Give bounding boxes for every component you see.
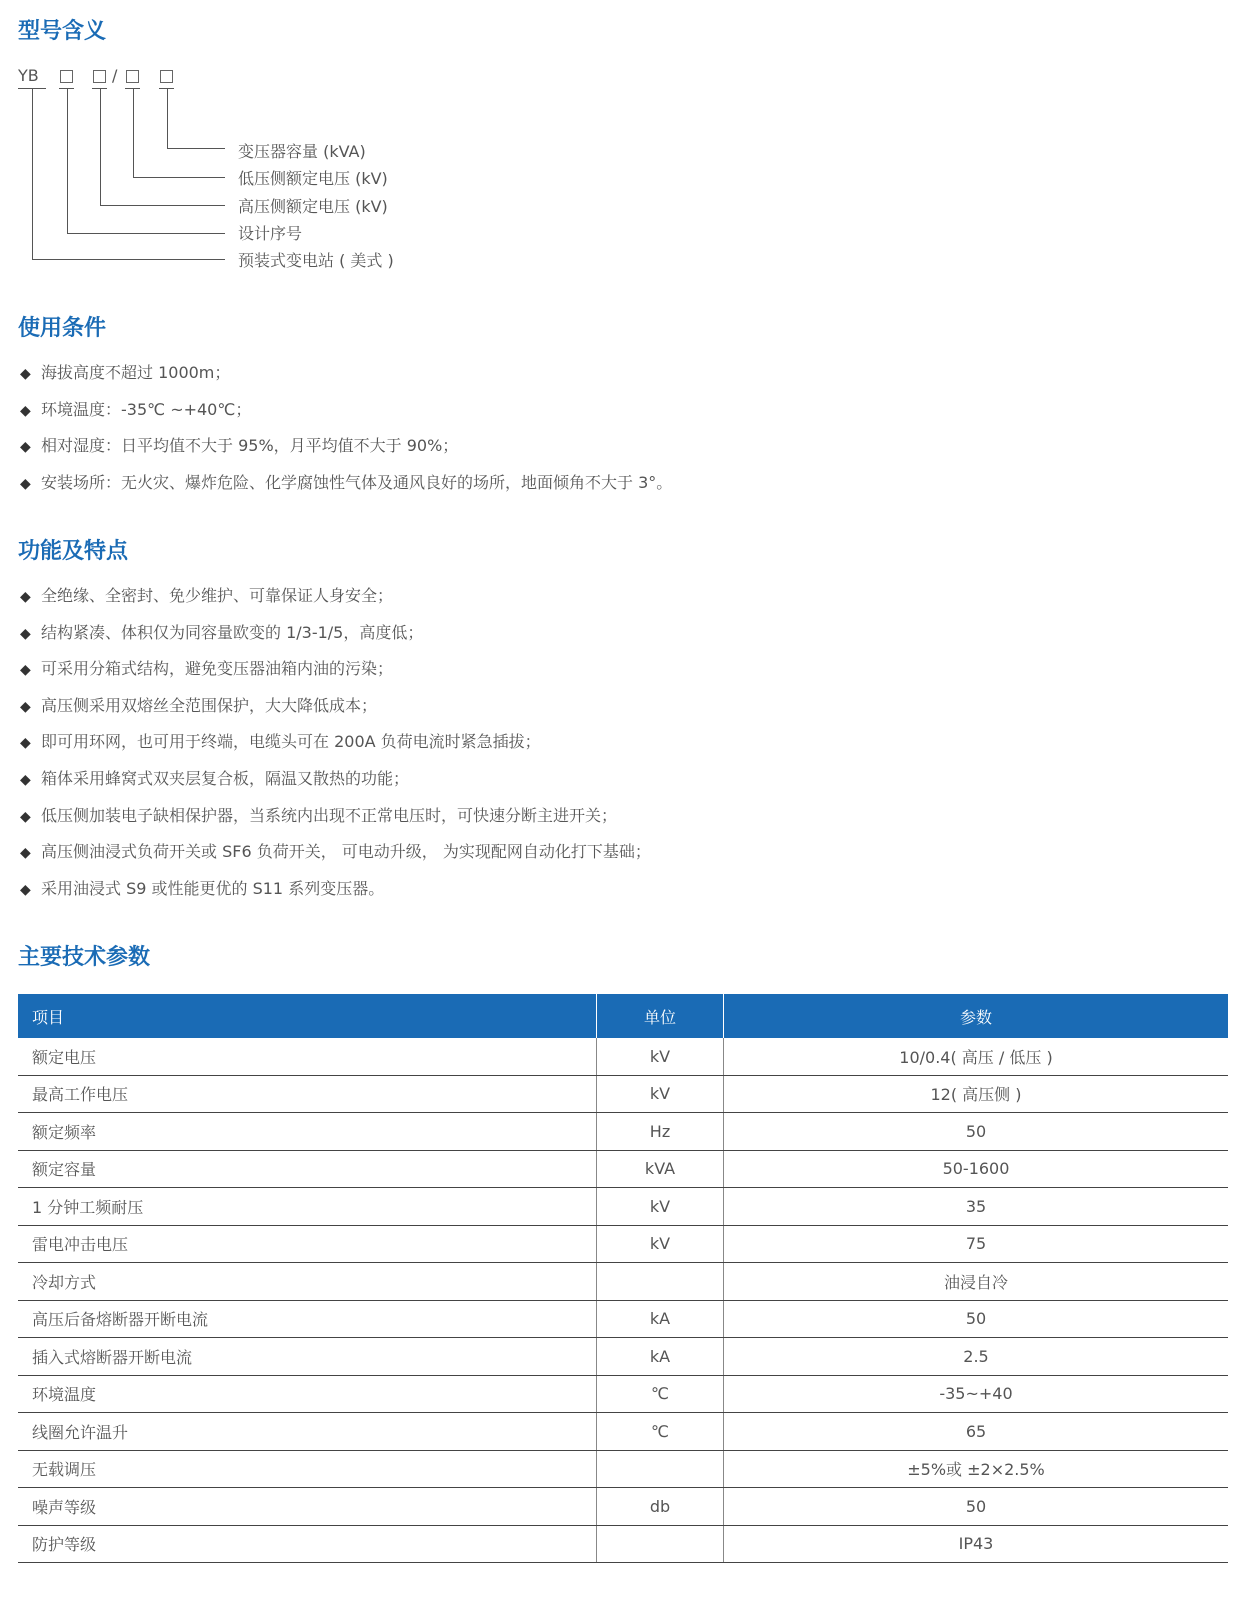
list-item: ◆ 采用油浸式 S9 或性能更优的 S11 系列变压器。 bbox=[20, 871, 651, 908]
cell-value: 10/0.4( 高压 / 低压 ) bbox=[724, 1038, 1229, 1075]
cell-item: 额定频率 bbox=[18, 1113, 597, 1151]
diamond-bullet-icon: ◆ bbox=[20, 662, 31, 679]
cell-item: 1 分钟工频耐压 bbox=[18, 1188, 597, 1226]
code-box-capacity bbox=[160, 70, 173, 83]
table-row bbox=[18, 1225, 1228, 1263]
header-value: 参数 bbox=[724, 994, 1229, 1038]
section-title-model: 型号含义 bbox=[18, 19, 107, 44]
leader-design bbox=[67, 88, 68, 233]
diamond-bullet-icon: ◆ bbox=[20, 366, 31, 382]
cell-item: 环境温度 bbox=[18, 1375, 597, 1413]
header-unit: 单位 bbox=[597, 994, 724, 1038]
table-row bbox=[18, 1450, 1228, 1488]
leader-hv bbox=[100, 88, 101, 205]
diamond-bullet-icon: ◆ bbox=[20, 735, 31, 752]
diamond-bullet-icon: ◆ bbox=[20, 589, 31, 605]
table-row bbox=[18, 1150, 1228, 1188]
model-prefix: YB bbox=[18, 66, 39, 85]
diamond-bullet-icon: ◆ bbox=[20, 771, 31, 788]
list-item: ◆ 低压侧加装电子缺相保护器，当系统内出现不正常电压时，可快速分断主进开关； bbox=[20, 798, 651, 835]
cell-value: 油浸自冷 bbox=[724, 1263, 1229, 1301]
leader-prefix bbox=[32, 88, 33, 259]
diamond-bullet-icon: ◆ bbox=[20, 475, 31, 492]
table-header-row bbox=[18, 994, 1228, 1038]
cell-item: 额定电压 bbox=[18, 1038, 597, 1075]
cell-value: 12( 高压侧 ) bbox=[724, 1075, 1229, 1113]
cell-unit: kV bbox=[597, 1075, 724, 1113]
list-item: ◆ 相对湿度：日平均值不大于 95%，月平均值不大于 90%； bbox=[20, 428, 672, 465]
cell-item: 无载调压 bbox=[18, 1450, 597, 1488]
cell-value: ±5%或 ±2×2.5% bbox=[724, 1450, 1229, 1488]
table-row bbox=[18, 1263, 1228, 1301]
diamond-bullet-icon: ◆ bbox=[20, 698, 31, 715]
code-box-design bbox=[60, 70, 73, 83]
features-list bbox=[20, 578, 651, 907]
section-title-params: 主要技术参数 bbox=[18, 945, 151, 970]
table-row bbox=[18, 1375, 1228, 1413]
cell-unit: kA bbox=[597, 1338, 724, 1376]
leader-capacity-h bbox=[167, 148, 225, 149]
cell-item: 高压后备熔断器开断电流 bbox=[18, 1300, 597, 1338]
list-item: ◆ 环境温度：-35℃ ~+40℃； bbox=[20, 392, 672, 429]
cell-value: 50 bbox=[724, 1488, 1229, 1526]
section-title-conditions: 使用条件 bbox=[18, 316, 107, 341]
cell-unit bbox=[597, 1525, 724, 1563]
diamond-bullet-icon: ◆ bbox=[20, 439, 31, 456]
cell-unit: kV bbox=[597, 1225, 724, 1263]
table-row bbox=[18, 1338, 1228, 1376]
list-item: ◆ 海拔高度不超过 1000m； bbox=[20, 355, 672, 392]
cell-unit: ℃ bbox=[597, 1413, 724, 1451]
cell-item: 防护等级 bbox=[18, 1525, 597, 1563]
cell-value: 35 bbox=[724, 1188, 1229, 1226]
leader-hv-h bbox=[100, 205, 225, 206]
cell-unit: ℃ bbox=[597, 1375, 724, 1413]
table-row bbox=[18, 1188, 1228, 1226]
diamond-bullet-icon: ◆ bbox=[20, 402, 31, 419]
cell-value: IP43 bbox=[724, 1525, 1229, 1563]
cell-item: 额定容量 bbox=[18, 1150, 597, 1188]
diamond-bullet-icon: ◆ bbox=[20, 625, 31, 642]
cell-value: 2.5 bbox=[724, 1338, 1229, 1376]
table-row bbox=[18, 1488, 1228, 1526]
conditions-list bbox=[20, 355, 672, 501]
list-item: ◆ 结构紧凑、体积仅为同容量欧变的 1/3-1/5，高度低； bbox=[20, 615, 651, 652]
cell-value: -35~+40 bbox=[724, 1375, 1229, 1413]
list-item: ◆ 全绝缘、全密封、免少维护、可靠保证人身安全； bbox=[20, 578, 651, 615]
header-item: 项目 bbox=[18, 994, 597, 1038]
cell-item: 噪声等级 bbox=[18, 1488, 597, 1526]
label-substation: 预装式变电站 ( 美式 ) bbox=[238, 251, 394, 270]
cell-value: 75 bbox=[724, 1225, 1229, 1263]
list-item: ◆ 即可用环网，也可用于终端，电缆头可在 200A 负荷电流时紧急插拔； bbox=[20, 724, 651, 761]
cell-value: 50 bbox=[724, 1113, 1229, 1151]
cell-unit bbox=[597, 1450, 724, 1488]
cell-unit bbox=[597, 1263, 724, 1301]
leader-lv-h bbox=[133, 177, 225, 178]
code-box-hv bbox=[93, 70, 106, 83]
list-item: ◆ 安装场所：无火灾、爆炸危险、化学腐蚀性气体及通风良好的场所，地面倾角不大于 3°。 bbox=[20, 465, 672, 502]
list-item: ◆ 高压侧油浸式负荷开关或 SF6 负荷开关， 可电动升级， 为实现配网自动化打下基础； bbox=[20, 834, 651, 871]
section-title-features: 功能及特点 bbox=[18, 539, 129, 564]
label-hv-voltage: 高压侧额定电压 (kV) bbox=[238, 197, 388, 216]
leader-lv bbox=[133, 88, 134, 177]
leader-capacity bbox=[167, 88, 168, 148]
code-box-lv bbox=[126, 70, 139, 83]
leader-design-h bbox=[67, 233, 225, 234]
label-design-no: 设计序号 bbox=[238, 224, 303, 243]
cell-unit: kA bbox=[597, 1300, 724, 1338]
spec-table bbox=[18, 994, 1228, 1563]
diamond-bullet-icon: ◆ bbox=[20, 881, 31, 898]
table-row bbox=[18, 1038, 1228, 1075]
cell-item: 雷电冲击电压 bbox=[18, 1225, 597, 1263]
cell-unit: kV bbox=[597, 1188, 724, 1226]
cell-value: 65 bbox=[724, 1413, 1229, 1451]
model-code-diagram bbox=[0, 0, 440, 290]
diamond-bullet-icon: ◆ bbox=[20, 845, 31, 862]
table-row bbox=[18, 1113, 1228, 1151]
cell-unit: kVA bbox=[597, 1150, 724, 1188]
cell-unit: kV bbox=[597, 1038, 724, 1075]
cell-item: 插入式熔断器开断电流 bbox=[18, 1338, 597, 1376]
leader-prefix-h bbox=[32, 259, 225, 260]
cell-value: 50-1600 bbox=[724, 1150, 1229, 1188]
label-capacity: 变压器容量 (kVA) bbox=[238, 142, 366, 161]
cell-value: 50 bbox=[724, 1300, 1229, 1338]
cell-unit: db bbox=[597, 1488, 724, 1526]
table-row bbox=[18, 1075, 1228, 1113]
list-item: ◆ 可采用分箱式结构，避免变压器油箱内油的污染； bbox=[20, 651, 651, 688]
cell-item: 冷却方式 bbox=[18, 1263, 597, 1301]
table-row bbox=[18, 1413, 1228, 1451]
cell-item: 线圈允许温升 bbox=[18, 1413, 597, 1451]
cell-unit: Hz bbox=[597, 1113, 724, 1151]
table-row bbox=[18, 1300, 1228, 1338]
list-item: ◆ 箱体采用蜂窝式双夹层复合板，隔温又散热的功能； bbox=[20, 761, 651, 798]
list-item: ◆ 高压侧采用双熔丝全范围保护，大大降低成本； bbox=[20, 688, 651, 725]
diamond-bullet-icon: ◆ bbox=[20, 808, 31, 825]
label-lv-voltage: 低压侧额定电压 (kV) bbox=[238, 169, 388, 188]
table-row bbox=[18, 1525, 1228, 1563]
model-slash: / bbox=[112, 66, 118, 85]
cell-item: 最高工作电压 bbox=[18, 1075, 597, 1113]
